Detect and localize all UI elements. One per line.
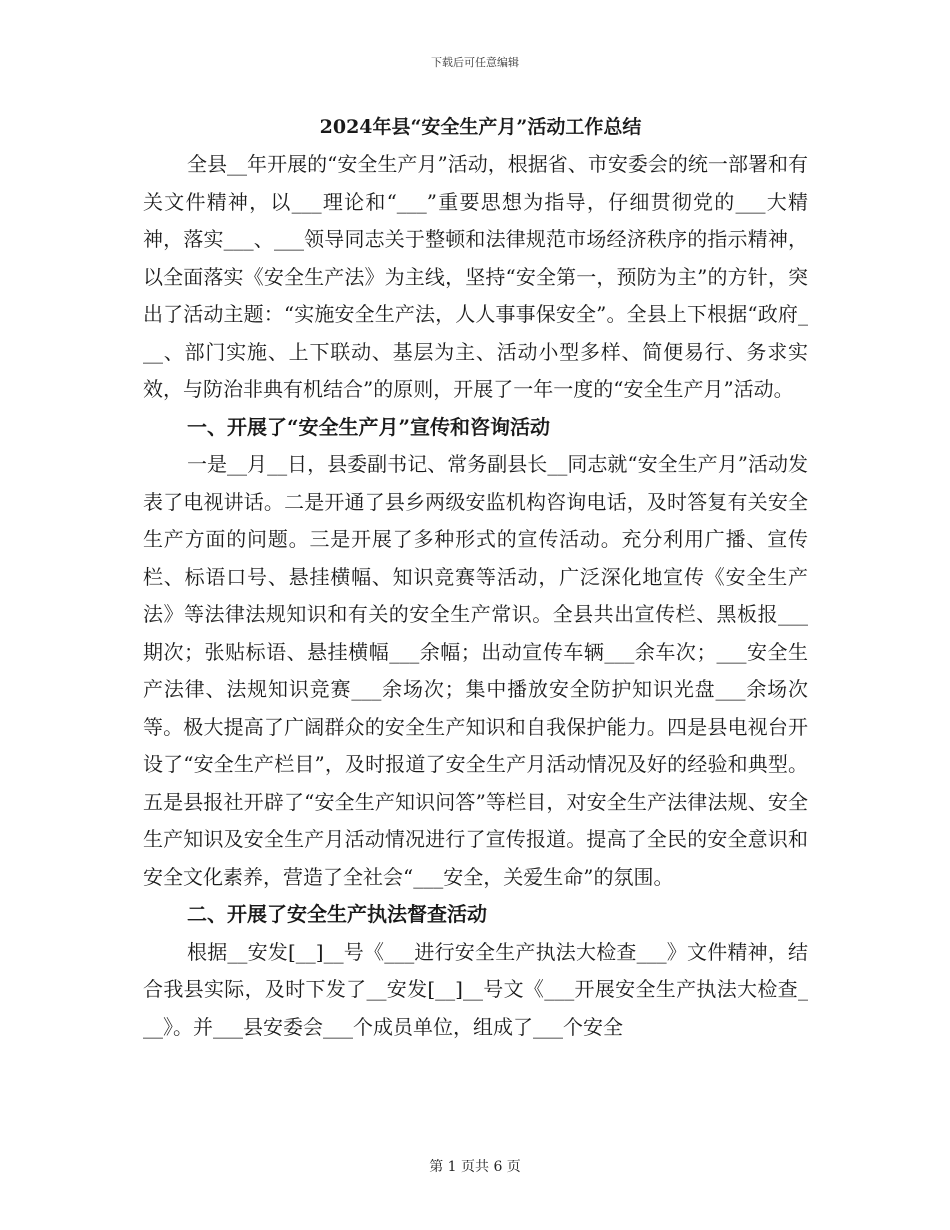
section-1-paragraph: 一是__月__日，县委副书记、常务副县长__同志就“安全生产月”活动发表了电视讲话。二是开通了县乡两级安监机构咨询电话，及时答复有关安全生产方面的问题。三是开展了多种形式的宣传活动。充分利用广播、宣传栏、标语口号、悬挂横幅、知识竞赛等活动，广泛深化地宣传《安全生产法》等法律法规知识和有关的安全生产常识。全县共出宣传栏、黑板报___期次；张贴标语、悬挂横幅___余幅；出动宣传车辆___余车次；___安全生产法律、法规知识竞赛___余场次；集中播放安全防护知识光盘___余场次等。极大提高了广阔群众的安全生产知识和自我保护能力。四是县电视台开设了“安全生产栏目”，及时报道了安全生产月活动情况及好的经验和典型。五是县报社开辟了“安全生产知识问答”等栏目，对安全生产法律法规、安全生产知识及安全生产月活动情况进行了宣传报道。提高了全民的安全意识和安全文化素养，营造了全社会“___安全，关爱生命”的氛围。 xyxy=(143,452,808,889)
page-header-note: 下载后可任意编辑 xyxy=(431,56,519,69)
section-2-paragraph: 根据__安发[__]__号《___进行安全生产执法大检查___》文件精神，结合我县实际，及时下发了__安发[__]__号文《___开展安全生产执法大检查___》。并___县安委会___个成员单位，组成了___个安全 xyxy=(143,939,808,1039)
document-body xyxy=(143,112,808,1046)
intro-paragraph: 全县__年开展的“安全生产月”活动，根据省、市安委会的统一部署和有关文件精神，以___理论和“___”重要思想为指导，仔细贯彻党的___大精神，落实___、___领导同志关于整顿和法律规范市场经济秩序的指示精神，以全面落实《安全生产法》为主线，坚持“安全第一，预防为主”的方针，突出了活动主题：“实施安全生产法，人人事事保安全”。全县上下根据“政府___、部门实施、上下联动、基层为主、活动小型多样、简便易行、务求实效，与防治非典有机结合”的原则，开展了一年一度的“安全生产月”活动。 xyxy=(143,152,808,401)
document-title: 2024年县“安全生产月”活动工作总结 xyxy=(319,116,642,138)
page-number-footer: 第 1 页共 6 页 xyxy=(429,1159,521,1175)
section-2-heading: 二、开展了安全生产执法督查活动 xyxy=(187,902,487,926)
section-1-heading: 一、开展了“安全生产月”宣传和咨询活动 xyxy=(187,414,551,439)
